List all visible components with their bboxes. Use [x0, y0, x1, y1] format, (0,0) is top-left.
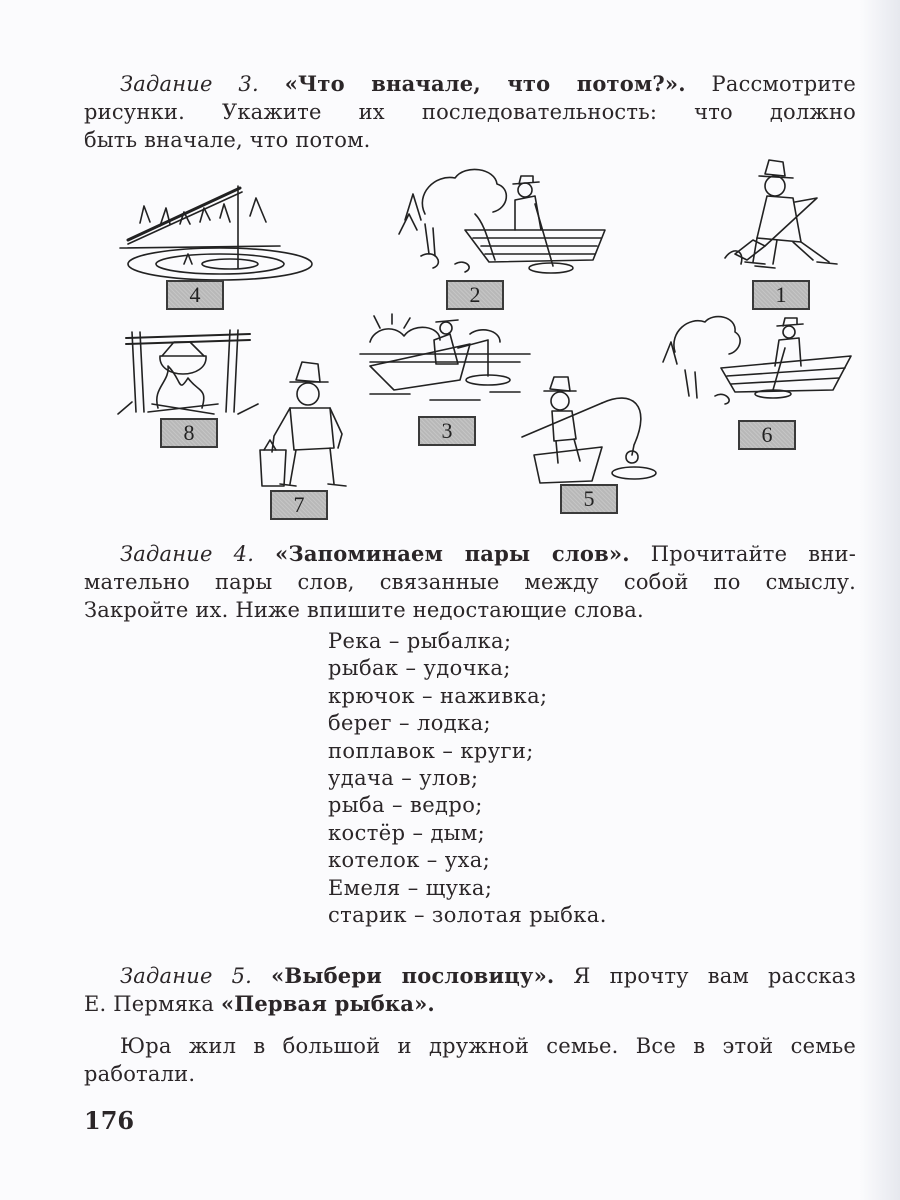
task4-text: Прочитайте вни- [629, 542, 856, 566]
task4-paragraph [84, 540, 856, 624]
story-text-line2: работали. [84, 1062, 196, 1086]
task3-text-line2: рисунки. Укажите их последовательность: что должно [84, 100, 856, 124]
task3-title: «Что вначале, что потом?». [284, 71, 686, 96]
picture-label-8: 8 [160, 418, 218, 448]
picture-rowing-near-trees [655, 312, 855, 416]
picture-catching-fish [522, 375, 662, 489]
picture-boat-sunrise [350, 314, 530, 414]
story-paragraph [84, 1032, 856, 1088]
task4-text-line3: Закройте их. Ниже впишите недостающие слова. [84, 598, 644, 622]
picture-label-4: 4 [166, 280, 224, 310]
page-number: 176 [84, 1106, 135, 1135]
task5-text: Я прочту вам рассказ [554, 964, 857, 988]
task3-text: Рассмотрите [685, 72, 856, 96]
word-pair: крючок – наживка; [328, 683, 548, 708]
picture-digging [705, 158, 855, 277]
word-pair: поплавок – круги; [328, 738, 534, 763]
picture-label-5: 5 [560, 484, 618, 514]
word-pair: Емеля – щука; [328, 875, 493, 900]
task3-label: Задание 3. [120, 72, 259, 96]
story-title: «Первая рыбка». [220, 991, 435, 1016]
task3-text-line3: быть вначале, что потом. [84, 128, 371, 152]
picture-fishing-rod [120, 178, 280, 282]
task4-label: Задание 4. [120, 542, 255, 566]
word-pair: Река – рыбалка; [328, 629, 512, 653]
word-pair: берег – лодка; [328, 711, 492, 736]
task5-title: «Выбери пословицу». [271, 963, 555, 988]
picture-rowing-boat [385, 164, 615, 280]
task4-text-line2: мательно пары слов, связанные между собой по смыслу. [84, 570, 856, 594]
picture-label-1: 1 [752, 280, 810, 310]
picture-label-2: 2 [446, 280, 504, 310]
story-author: Е. Пермяка [84, 992, 221, 1016]
task5-paragraph [84, 962, 856, 1018]
word-pair: рыбак – удочка; [328, 656, 511, 681]
picture-label-7: 7 [270, 490, 328, 520]
word-pairs-list [328, 628, 607, 929]
page-edge-shadow [860, 0, 900, 1200]
picture-campfire [118, 322, 258, 421]
story-text-line1: Юра жил в большой и дружной семье. Все в этой семье [120, 1034, 856, 1058]
task3-paragraph [84, 70, 856, 154]
picture-label-6: 6 [738, 420, 796, 450]
picture-label-3: 3 [418, 416, 476, 446]
task4-title: «Запоминаем пары слов». [275, 541, 630, 566]
picture-man-with-bucket [250, 360, 350, 494]
word-pair: котелок – уха; [328, 848, 491, 873]
word-pair: рыба – ведро; [328, 793, 483, 818]
word-pair: костёр – дым; [328, 820, 486, 845]
word-pair: удача – улов; [328, 766, 479, 791]
task5-label: Задание 5. [120, 964, 253, 988]
word-pair: старик – золотая рыбка. [328, 903, 607, 928]
